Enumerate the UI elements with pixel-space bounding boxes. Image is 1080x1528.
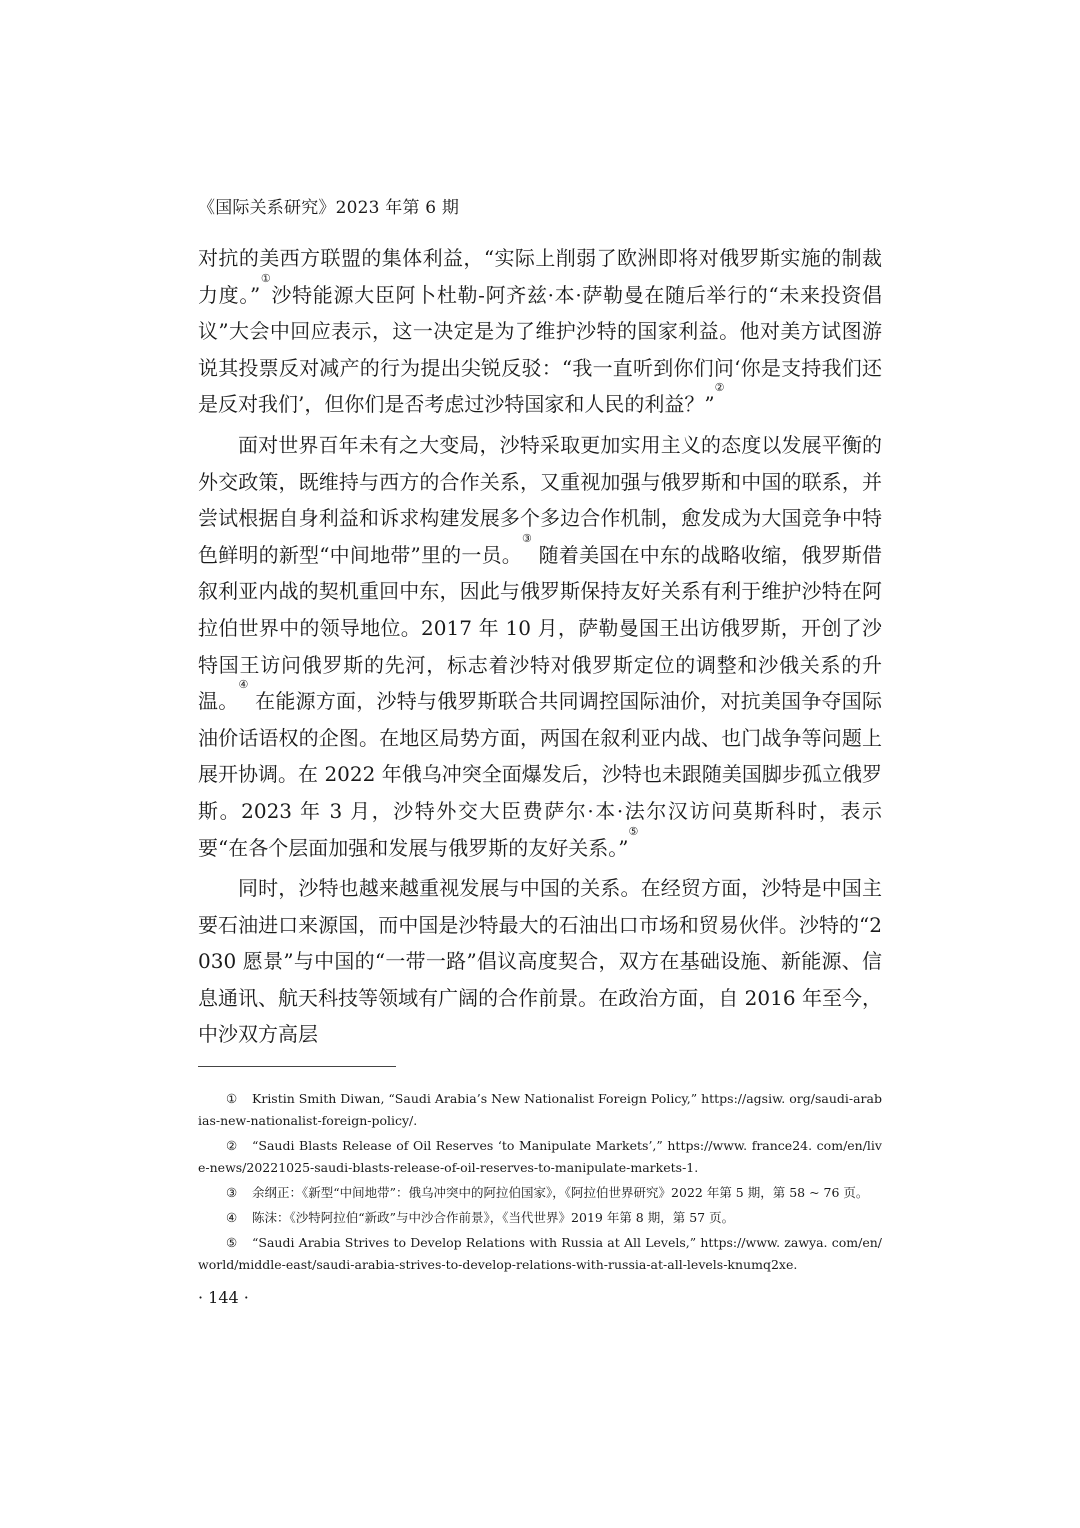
paragraph-2-text-c: 在能源方面，沙特与俄罗斯联合共同调控国际油价，对抗美国争夺国际油价话语权的企图。在地区局势方面，两国在叙利亚内战、也门战争等问题上展开协调。在 2022 年俄乌冲突全面爆发后，沙特也未跟随美国脚步孤立俄罗斯。2023 年 3 月，沙特外交大臣费萨尔·本·法尔汉访问莫斯科时，表示要“在各个层面加强和发展与俄罗斯的友好关系。” (198, 689, 882, 860)
footnote-text: Kristin Smith Diwan, “Saudi Arabia’s New Nationalist Foreign Policy,” https://agsiw. org/saudi-arabias-new-nationalist-foreign-policy/. (198, 1091, 882, 1128)
paragraph-3: 同时，沙特也越来越重视发展与中国的关系。在经贸方面，沙特是中国主要石油进口来源国，而中国是沙特最大的石油出口市场和贸易伙伴。沙特的“2030 愿景”与中国的“一带一路”倡议高度契合，双方在基础设施、新能源、信息通讯、航天科技等领域有广阔的合作前景。在政治方面，自 2016 年至今，中沙双方高层 (198, 876, 882, 1047)
footnotes (198, 1088, 882, 1279)
footnote-text: “Saudi Arabia Strives to Develop Relations with Russia at All Levels,” https://www. zawya. com/en/world/middle-east/saudi-arabia-strives-to-develop-relations-with-russia-at-all-levels-knumq2xe. (198, 1235, 882, 1272)
footnote-2 (198, 1135, 882, 1179)
footnote-number: ④ (226, 1210, 238, 1225)
footnote-ref-4[interactable]: ④ (238, 678, 249, 692)
footnote-1 (198, 1088, 882, 1132)
footnote-number: ⑤ (226, 1235, 238, 1250)
footnote-text: “Saudi Blasts Release of Oil Reserves ‘to Manipulate Markets’,” https://www. france24. com/en/live-news/20221025-saudi-blasts-release-of-oil-reserves-to-manipulate-markets-1. (198, 1138, 882, 1175)
paragraph-2-text-b: 随着美国在中东的战略收缩，俄罗斯借叙利亚内战的契机重回中东，因此与俄罗斯保持友好关系有利于维护沙特在阿拉伯世界中的领导地位。2017 年 10 月，萨勒曼国王出访俄罗斯，开创了沙特国王访问俄罗斯的先河，标志着沙特对俄罗斯定位的调整和沙俄关系的升温。 (198, 542, 883, 714)
footnote-text: 余纲正：《新型“中间地带”：俄乌冲突中的阿拉伯国家》，《阿拉伯世界研究》2022 年第 5 期，第 58 ~ 76 页。 (252, 1185, 869, 1200)
body-text (198, 240, 882, 1053)
paragraph-2 (198, 427, 882, 866)
footnote-ref-1[interactable]: ① (260, 271, 272, 285)
running-head: 《国际关系研究》2023 年第 6 期 (198, 198, 460, 218)
footnote-ref-3[interactable]: ③ (522, 531, 533, 545)
footnote-number: ③ (226, 1185, 238, 1200)
paragraph-1-text-a: 对抗的美西方联盟的集体利益，“实际上削弱了欧洲即将对俄罗斯实施的制裁力度。” (198, 246, 882, 307)
footnote-ref-5[interactable]: ⑤ (628, 824, 639, 838)
footnote-ref-2[interactable]: ② (714, 381, 725, 395)
footnote-number: ① (226, 1091, 238, 1106)
paragraph-1 (198, 240, 882, 423)
footnote-3 (198, 1182, 882, 1204)
paragraph-2-text-a: 面对世界百年未有之大变局，沙特采取更加实用主义的态度以发展平衡的外交政策，既维持与西方的合作关系，又重视加强与俄罗斯和中国的联系，并尝试根据自身利益和诉求构建发展多个多边合作机制，愈发成为大国竞争中特色鲜明的新型“中间地带”里的一员。 (198, 432, 882, 567)
footnote-separator (198, 1066, 396, 1067)
paragraph-1-text-b: 沙特能源大臣阿卜杜勒-阿齐兹·本·萨勒曼在随后举行的“未来投资倡议”大会中回应表示，这一决定是为了维护沙特的国家利益。他对美方试图游说其投票反对减产的行为提出尖锐反驳：“我一直听到你们问‘你是支持我们还是反对我们’，但你们是否考虑过沙特国家和人民的利益？” (198, 282, 882, 417)
page-number: · 144 · (198, 1288, 249, 1307)
footnote-text: 陈沫：《沙特阿拉伯“新政”与中沙合作前景》，《当代世界》2019 年第 8 期，第 57 页。 (252, 1210, 735, 1225)
footnote-number: ② (226, 1138, 238, 1153)
footnote-4 (198, 1207, 882, 1229)
footnote-5 (198, 1232, 882, 1276)
